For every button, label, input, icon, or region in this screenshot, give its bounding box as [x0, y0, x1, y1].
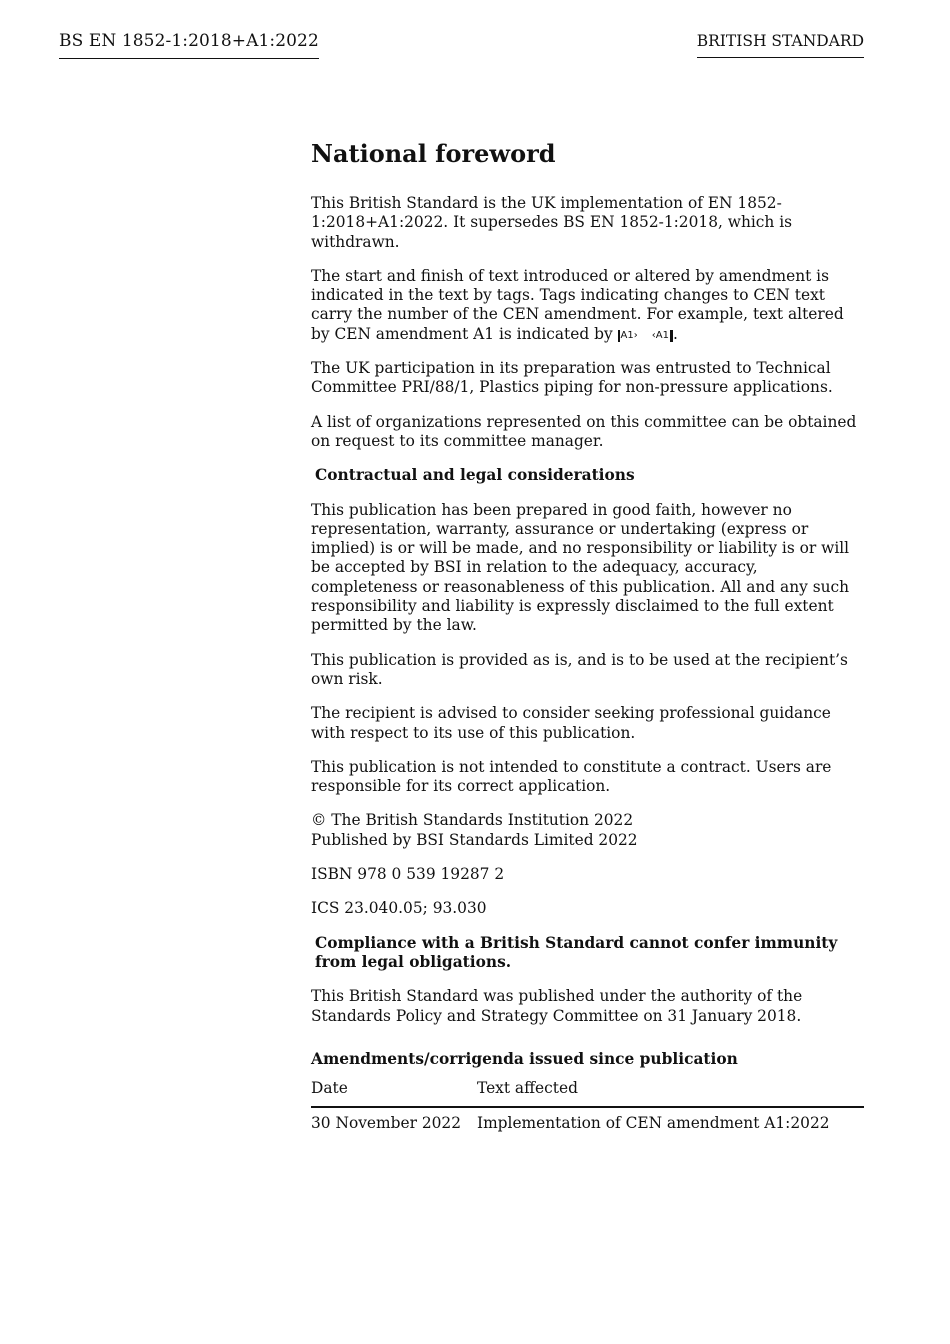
amendment-text: Implementation of CEN amendment A1:2022	[477, 1113, 830, 1132]
document-series: BRITISH STANDARD	[697, 32, 864, 58]
column-header-date: Date	[311, 1079, 477, 1107]
foreword-content	[311, 139, 864, 1133]
amendments-header-row	[311, 1079, 864, 1107]
compliance-heading: Compliance with a British Standard cannot confer immunity from legal obligations.	[315, 933, 838, 971]
paragraph-own-risk: This publication is provided as is, and is to be used at the recipient’s own risk.	[311, 650, 848, 688]
publisher-line: Published by BSI Standards Limited 2022	[311, 830, 638, 849]
amendments-title: Amendments/corrigenda issued since publication	[311, 1049, 738, 1068]
copyright-line: © The British Standards Institution 2022	[311, 811, 634, 830]
paragraph-committee: The UK participation in its preparation was entrusted to Technical Committee PRI/88/1, Plastics piping for non-pressure applications.	[311, 359, 833, 397]
amendments-table	[311, 1079, 864, 1133]
column-header-text-affected: Text affected	[477, 1079, 864, 1107]
paragraph-amendment-tags-text: The start and finish of text introduced or altered by amendment is indicated in the text by tags. Tags indicating changes to CEN text carry the number of the CEN amendment. For example, text altered by CEN amendment A1 is indicated by	[311, 266, 844, 343]
ics: ICS 23.040.05; 93.030	[311, 899, 487, 918]
isbn: ISBN 978 0 539 19287 2	[311, 865, 505, 884]
paragraph-contract: This publication is not intended to constitute a contract. Users are responsible for its correct application.	[311, 757, 832, 796]
paragraph-authority: This British Standard was published under the authority of the Standards Policy and Strategy Committee on 31 January 2018.	[311, 987, 803, 1025]
amendment-open-tag-icon: A1 ›	[618, 330, 640, 342]
page-title: National foreword	[311, 139, 556, 168]
contractual-heading: Contractual and legal considerations	[315, 466, 635, 485]
copyright-block	[311, 811, 864, 850]
amendment-date: 30 November 2022	[311, 1113, 461, 1132]
paragraph-guidance: The recipient is advised to consider seeking professional guidance with respect to its use of this publication.	[311, 704, 831, 742]
table-row	[311, 1107, 864, 1133]
paragraph-amendment-tags	[311, 267, 864, 344]
amendment-close-tag-icon: ‹ A1	[650, 330, 673, 342]
paragraph-implementation: This British Standard is the UK implementation of EN 1852-1:2018+A1:2022. It supersedes BS EN 1852-1:2018, which is withdrawn.	[311, 194, 793, 251]
document-id: BS EN 1852-1:2018+A1:2022	[59, 31, 319, 59]
paragraph-amendment-tags-end: .	[672, 324, 678, 343]
paragraph-organizations: A list of organizations represented on this committee can be obtained on request to its committee manager.	[311, 412, 857, 450]
paragraph-good-faith: This publication has been prepared in good faith, however no representation, warranty, assurance or undertaking (express or implied) is or will be made, and no responsibility or liability is or will be accepted by BSI in relation to the adequacy, accuracy, completeness or reasonableness of this publication. All and any such responsibility and liability is expressly disclaimed to the full extent permitted by the law.	[311, 500, 850, 635]
